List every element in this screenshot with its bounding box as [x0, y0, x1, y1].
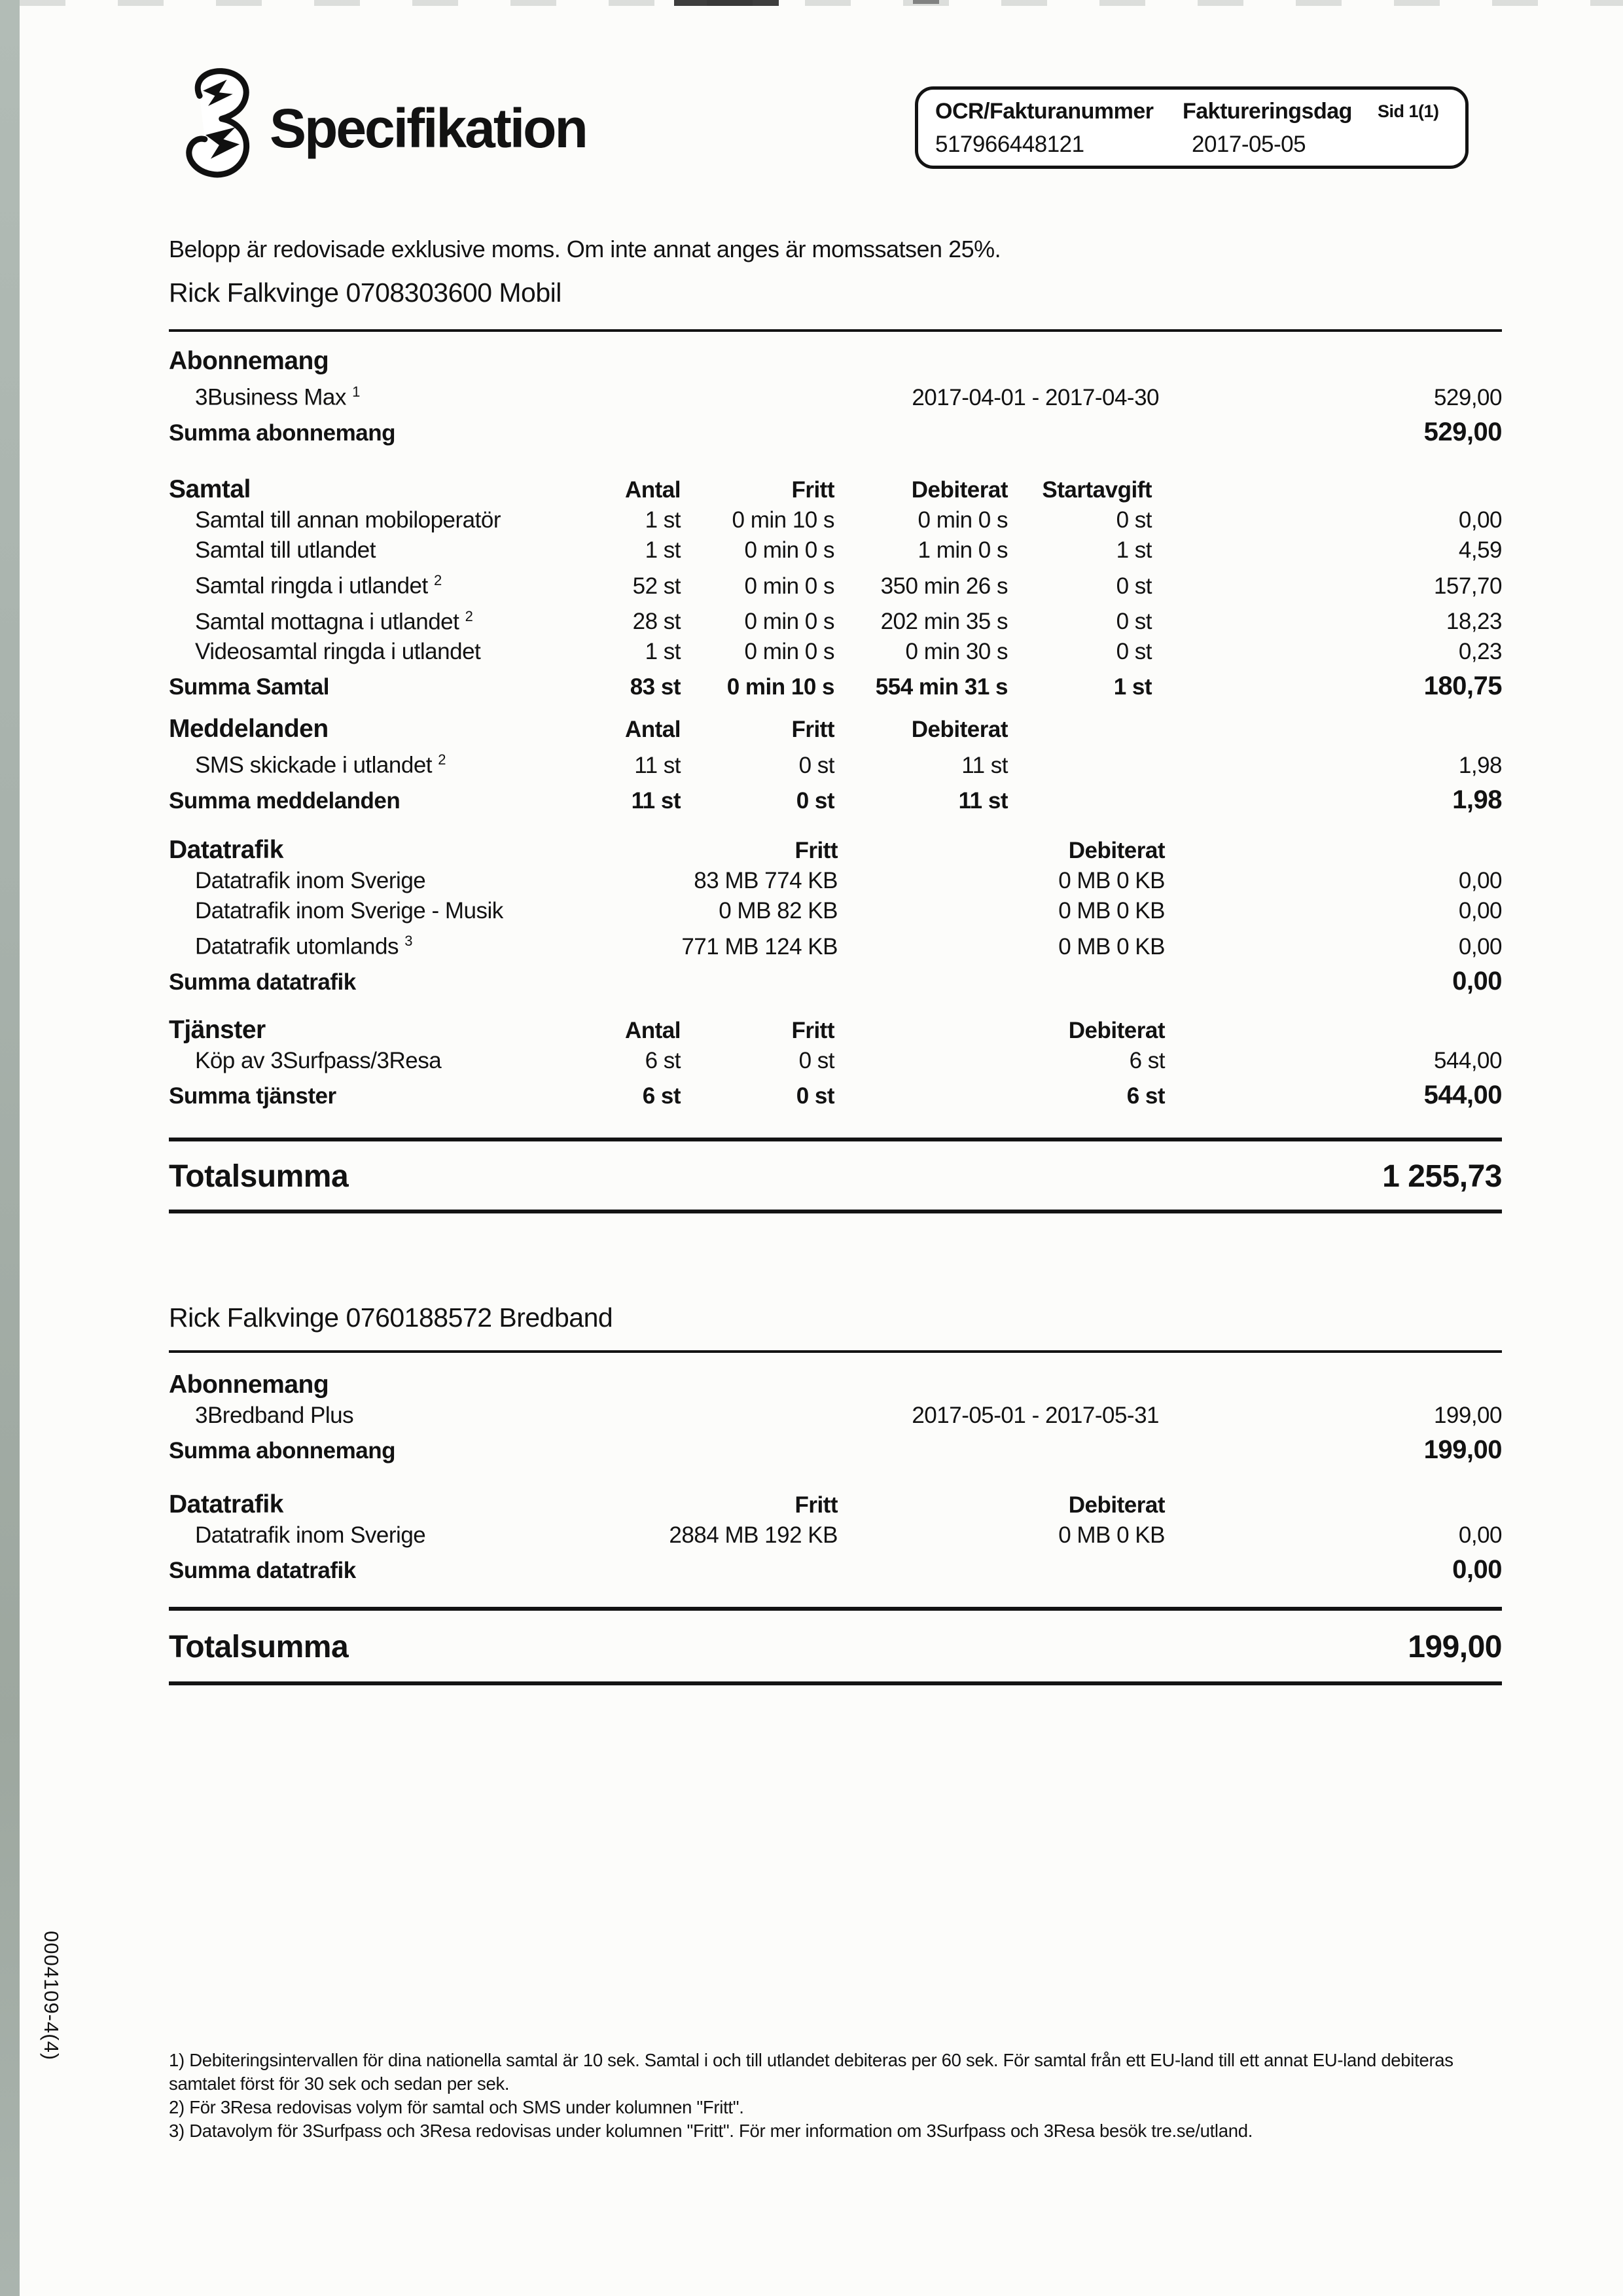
three-logo-icon: [174, 67, 259, 179]
footnote-marker: 2: [438, 751, 446, 768]
table-row: Datatrafik inom Sverige 2884 MB 192 KB 0 MB 0 KB 0,00: [169, 1520, 1502, 1551]
item-label: Datatrafik inom Sverige: [195, 868, 426, 893]
table-row: [169, 1401, 1502, 1431]
total-amount: 1 255,73: [1382, 1159, 1502, 1194]
item-label: Datatrafik inom Sverige - Musik: [195, 898, 503, 924]
amount: 544,00: [1433, 1048, 1502, 1073]
amount: 0,00: [1458, 933, 1502, 960]
summa-label: Summa abonnemang: [169, 1438, 395, 1463]
amount: 0,00: [1458, 507, 1502, 533]
summa-row: [169, 966, 1502, 997]
amount: 0,00: [1458, 898, 1502, 924]
summa-row: Summa meddelanden 11 st 0 st 11 st 1,98: [169, 785, 1502, 816]
table-row: Datatrafik inom Sverige - Musik 0 MB 82 KB 0 MB 0 KB 0,00: [169, 896, 1502, 926]
summa-row: [169, 417, 1502, 448]
table-row: [169, 377, 1502, 413]
col-fritt: Fritt: [794, 1492, 838, 1518]
col-debiterat: Debiterat: [911, 477, 1008, 503]
form-code: 0004109-4(4): [40, 1931, 63, 2061]
col-fritt: Fritt: [791, 717, 834, 742]
section-header-row: [169, 1369, 1502, 1401]
col-antal: Antal: [625, 477, 681, 503]
amount: 4,59: [1458, 537, 1502, 563]
column-header-row: [169, 1014, 1502, 1046]
amount: 1,98: [1458, 752, 1502, 778]
col-debiterat: Debiterat: [1068, 1018, 1165, 1043]
summa-row: [169, 1435, 1502, 1466]
summa-amount: 0,00: [1452, 966, 1502, 996]
col-debiterat: Debiterat: [1068, 838, 1165, 863]
amount: 529,00: [1433, 384, 1502, 410]
billing-date-value: 2017-05-05: [1192, 132, 1306, 157]
column-header-row: [169, 1489, 1502, 1520]
section-title: Abonnemang: [169, 1371, 329, 1399]
three-logo: [174, 67, 259, 179]
table-row: Samtal till utlandet 1 st 0 min 0 s 1 min 0 s 1 st 4,59: [169, 535, 1502, 565]
footnote-marker: 2: [465, 607, 473, 624]
item-label: 3Business Max $^1$: [195, 384, 361, 410]
ocr-invoice-number-value: 517966448121: [935, 132, 1084, 157]
ocr-invoice-number-label: OCR/Fakturanummer: [935, 99, 1154, 124]
column-header-row: [169, 834, 1502, 866]
scan-noise: [20, 0, 1623, 6]
col-antal: Antal: [625, 1018, 681, 1043]
column-header-row: [169, 713, 1502, 745]
footnote-3: 3) Datavolym för 3Surfpass och 3Resa redovisas under kolumnen "Fritt". För mer information om 3Surfpass och 3Resa besök tre.se/utland.: [169, 2121, 1253, 2141]
table-row: Samtal ringda i utlandet $^2$ 52 st 0 min 0 s 350 min 26 s 0 st 157,70: [169, 565, 1502, 601]
section-abonnemang-mobil: [169, 346, 1502, 448]
table-row: SMS skickade i utlandet $^2$ 11 st 0 st 11 st 1,98: [169, 745, 1502, 781]
summa-amount: 1,98: [1452, 785, 1502, 814]
section-tjanster: [169, 1014, 1502, 1111]
item-label: Videosamtal ringda i utlandet: [195, 639, 481, 665]
section-title: Samtal: [169, 475, 251, 503]
item-label: Datatrafik inom Sverige: [195, 1522, 426, 1548]
total-label: Totalsumma: [169, 1159, 349, 1194]
amount: 0,23: [1458, 639, 1502, 665]
summa-amount: 180,75: [1423, 672, 1502, 701]
summa-label: Summa datatrafik: [169, 1558, 356, 1583]
item-label: Samtal till utlandet: [195, 537, 376, 563]
section-meddelanden: [169, 713, 1502, 816]
summa-label: Summa meddelanden: [169, 787, 401, 814]
col-antal: Antal: [625, 717, 681, 742]
summa-label: Summa abonnemang: [169, 420, 395, 446]
section-title: Datatrafik: [169, 1490, 283, 1518]
col-fritt: Fritt: [794, 838, 838, 863]
page-title: Specifikation: [270, 98, 586, 159]
table-row: Köp av 3Surfpass/3Resa 6 st 0 st 6 st 544,00: [169, 1046, 1502, 1076]
scan-edge-strip: [0, 0, 20, 2296]
period: 2017-05-01 - 2017-05-31: [912, 1403, 1159, 1428]
col-debiterat: Debiterat: [911, 717, 1008, 742]
amount: 18,23: [1446, 609, 1502, 635]
section-header-row: [169, 346, 1502, 377]
summa-row: Summa tjänster 6 st 0 st 6 st 544,00: [169, 1080, 1502, 1111]
period: 2017-04-01 - 2017-04-30: [912, 384, 1159, 410]
footnote-marker: 3: [404, 933, 413, 949]
customer-heading-mobil: Rick Falkvinge 0708303600 Mobil: [169, 278, 1502, 332]
amount: 0,00: [1458, 868, 1502, 893]
billing-date-label: Faktureringsdag: [1183, 99, 1352, 124]
table-row: Samtal mottagna i utlandet $^2$ 28 st 0 min 0 s 202 min 35 s 0 st 18,23: [169, 601, 1502, 637]
footnotes: [169, 2049, 1517, 2143]
section-abonnemang-bredband: [169, 1369, 1502, 1466]
footnote-marker: 2: [433, 572, 442, 588]
summa-label: Summa datatrafik: [169, 969, 356, 995]
section-title: Abonnemang: [169, 347, 329, 375]
vat-notice: Belopp är redovisade exklusive moms. Om inte annat anges är momssatsen 25%.: [169, 236, 1001, 262]
amount: 199,00: [1433, 1403, 1502, 1428]
summa-label: Summa Samtal: [169, 674, 329, 700]
amount: 157,70: [1433, 573, 1502, 599]
footnote-1: 1) Debiteringsintervallen för dina nationella samtal är 10 sek. Samtal i och till utlandet debiteras per 60 sek. För samtal från ett EU-land till ett annat EU-land debiteras samtalet först för 30 sek och sedan per sek.: [169, 2050, 1454, 2094]
item-label: Datatrafik utomlands $^3$: [195, 933, 413, 960]
column-header-row: [169, 474, 1502, 505]
section-title: Tjänster: [169, 1016, 266, 1044]
item-label: Samtal ringda i utlandet $^2$: [195, 572, 442, 599]
scan-smudge: [674, 0, 779, 6]
summa-amount: 544,00: [1423, 1081, 1502, 1109]
item-label: SMS skickade i utlandet $^2$: [195, 751, 446, 778]
item-label: Köp av 3Surfpass/3Resa: [195, 1048, 442, 1073]
footnote-2: 2) För 3Resa redovisas volym för samtal och SMS under kolumnen "Fritt".: [169, 2097, 744, 2117]
total-row-mobil: [169, 1138, 1502, 1213]
col-fritt: Fritt: [791, 477, 834, 503]
col-debiterat: Debiterat: [1068, 1492, 1165, 1518]
table-row: Videosamtal ringda i utlandet 1 st 0 min 0 s 0 min 30 s 0 st 0,23: [169, 637, 1502, 667]
summa-row: [169, 1554, 1502, 1586]
section-title: Meddelanden: [169, 715, 329, 743]
item-label: Samtal till annan mobiloperatör: [195, 507, 501, 533]
item-label: Samtal mottagna i utlandet $^2$: [195, 607, 473, 635]
summa-label: Summa tjänster: [169, 1083, 336, 1109]
col-fritt: Fritt: [791, 1018, 834, 1043]
amount: 0,00: [1458, 1522, 1502, 1548]
scan-smudge: [913, 0, 939, 4]
total-label: Totalsumma: [169, 1630, 349, 1664]
table-row: Datatrafik utomlands $^3$ 771 MB 124 KB 0 MB 0 KB 0,00: [169, 926, 1502, 962]
table-row: Samtal till annan mobiloperatör 1 st 0 min 10 s 0 min 0 s 0 st 0,00: [169, 505, 1502, 535]
col-startavgift: Startavgift: [1042, 477, 1152, 503]
total-amount: 199,00: [1408, 1630, 1502, 1664]
section-samtal: [169, 474, 1502, 702]
section-datatrafik-mobil: [169, 834, 1502, 997]
summa-amount: 199,00: [1423, 1435, 1502, 1464]
item-label: 3Bredband Plus: [195, 1403, 354, 1428]
footnote-marker: 1: [352, 384, 361, 400]
section-datatrafik-bredband: [169, 1489, 1502, 1586]
customer-heading-bredband: Rick Falkvinge 0760188572 Bredband: [169, 1302, 1502, 1353]
page-number: Sid 1(1): [1378, 101, 1439, 121]
invoice-info-box: [915, 86, 1469, 169]
table-row: Datatrafik inom Sverige 83 MB 774 KB 0 MB 0 KB 0,00: [169, 866, 1502, 896]
summa-amount: 0,00: [1452, 1555, 1502, 1584]
summa-row: Summa Samtal 83 st 0 min 10 s 554 min 31 s 1 st 180,75: [169, 671, 1502, 702]
total-row-bredband: [169, 1607, 1502, 1685]
section-title: Datatrafik: [169, 836, 283, 864]
summa-amount: 529,00: [1423, 417, 1502, 446]
